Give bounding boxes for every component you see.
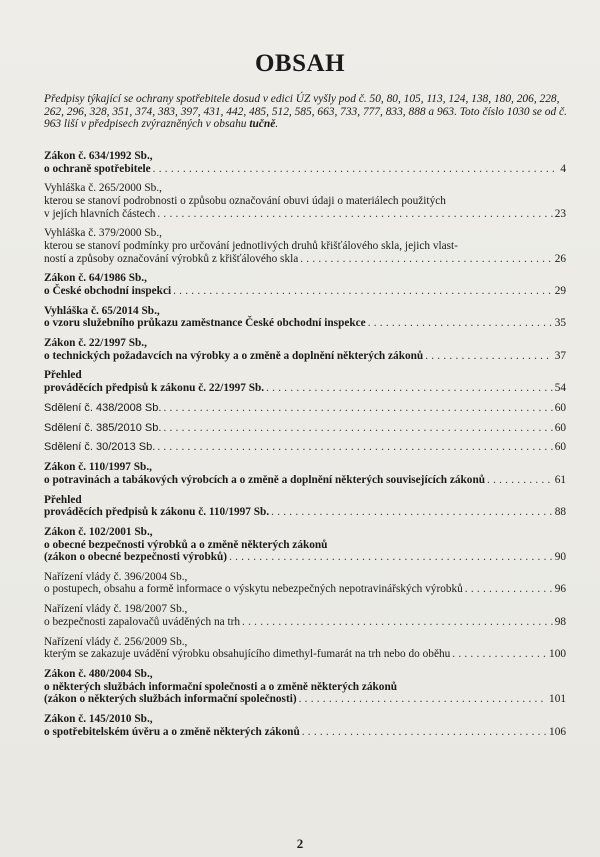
toc-entry-line: Nařízení vlády č. 198/2007 Sb.,: [44, 603, 188, 616]
toc-entry-title: o ochraně spotřebitele: [44, 162, 151, 175]
toc-entry-title: o vzoru služebního průkazu zaměstnance České obchodní inspekce: [44, 317, 366, 330]
toc-page-number: 100: [549, 648, 566, 661]
toc-entry-last-line: [44, 402, 566, 415]
toc-entry-last-line: [44, 163, 566, 176]
toc-entry-title: ností a způsoby označování výrobků z křišťálového skla: [44, 252, 299, 265]
toc-entry-last-line: [44, 616, 566, 629]
toc-entry-line: kterou se stanoví podrobnosti o způsobu označování obuvi údaji o materiálech použitých: [44, 194, 446, 207]
toc-page-number: 60: [554, 401, 566, 414]
toc-page-number: 60: [554, 421, 566, 434]
dot-leader: [425, 350, 553, 363]
toc-entry-title: Sdělení č. 385/2010 Sb.: [44, 421, 162, 434]
dot-leader: [163, 402, 552, 415]
toc-entry-title: o potravinách a tabákových výrobcích a o změně a doplnění některých souvisejících zákonů: [44, 473, 486, 486]
toc-entry-last-line: [44, 422, 566, 435]
toc-entry-last-line: [44, 350, 566, 363]
toc-entry: [44, 494, 566, 519]
toc-entry-title: o technických požadavcích na výrobky a o změně a doplnění některých zákonů: [44, 349, 424, 362]
toc-page-number: 35: [554, 317, 566, 330]
toc-entry-last-line: [44, 726, 566, 739]
toc-entry-last-line: [44, 382, 566, 395]
toc-entry: [44, 571, 566, 596]
dot-leader: [465, 583, 553, 596]
dot-leader: [157, 441, 552, 454]
toc-entry-last-line: [44, 693, 566, 706]
toc-entry: [44, 227, 566, 265]
toc-entry-line: Zákon č. 480/2004 Sb.,: [44, 668, 153, 680]
toc-entry-last-line: [44, 441, 566, 454]
toc-entry-line: Zákon č. 102/2001 Sb.,: [44, 525, 153, 538]
toc-entry-line: Zákon č. 22/1997 Sb.,: [44, 337, 147, 350]
toc-page-number: 60: [554, 441, 566, 454]
toc-entry-last-line: [44, 208, 566, 221]
toc-entry: [44, 603, 566, 628]
toc-entry-title: (zákon o obecné bezpečnosti výrobků): [44, 551, 228, 564]
dot-leader: [157, 208, 552, 221]
dot-leader: [368, 317, 553, 330]
toc-entry: [44, 369, 566, 394]
toc-page-number: 26: [554, 252, 566, 265]
toc-entry-line: Přehled: [44, 493, 82, 506]
toc-page-number: 88: [554, 506, 566, 519]
toc-entry-title: Sdělení č. 438/2008 Sb.: [44, 401, 162, 414]
toc-entry-last-line: [44, 506, 566, 519]
dot-leader: [173, 285, 553, 298]
toc-entry-line: o některých službách informační společnosti a o změně některých zákonů: [44, 680, 398, 693]
toc-entry: [44, 272, 566, 297]
toc-entry-title: Sdělení č. 30/2013 Sb.: [44, 441, 156, 454]
dot-leader: [271, 506, 553, 519]
toc-entry: [44, 461, 566, 486]
toc-entry: [44, 182, 566, 220]
toc-entry-line: Zákon č. 110/1997 Sb.,: [44, 461, 152, 474]
toc-page-number: 29: [554, 284, 566, 297]
toc-entry-line: Zákon č. 634/1992 Sb.,: [44, 150, 153, 162]
intro-paragraph: [44, 93, 574, 131]
toc-entry: [44, 305, 566, 330]
toc-entry: [44, 337, 566, 362]
dot-leader: [242, 616, 553, 629]
intro-end: .: [275, 118, 279, 131]
toc-page-number: 98: [554, 615, 566, 628]
toc-entry-title: kterým se zakazuje uvádění výrobku obsahujícího dimethyl-fumarát na trh nebo do oběhu: [44, 648, 451, 661]
toc-entry-last-line: [44, 285, 566, 298]
toc-entry-line: Vyhláška č. 379/2000 Sb.,: [44, 227, 162, 240]
toc-entry-title: (zákon o některých službách informační společnosti): [44, 693, 297, 706]
dot-leader: [229, 551, 553, 564]
toc-page-number: 23: [554, 207, 566, 220]
toc-page-number: 90: [554, 551, 566, 564]
toc-entry-last-line: [44, 317, 566, 330]
toc-entry-line: kterou se stanoví podmínky pro určování jednotlivých druhů křišťálového skla, jejich vlast-: [44, 239, 458, 252]
toc-entry: [44, 402, 566, 415]
toc-entry-title: o bezpečnosti zapalovačů uváděných na trh: [44, 615, 241, 628]
toc-entry-last-line: [44, 583, 566, 596]
toc-entry-line: Zákon č. 64/1986 Sb.,: [44, 272, 147, 285]
toc-entry: [44, 713, 566, 738]
dot-leader: [487, 474, 553, 487]
page-title: OBSAH: [254, 50, 346, 77]
toc-entry: [44, 150, 566, 175]
dot-leader: [266, 382, 553, 395]
dot-leader: [302, 726, 547, 739]
toc-entry-line: Nařízení vlády č. 396/2004 Sb.,: [44, 570, 188, 583]
toc-entry-last-line: [44, 648, 566, 661]
toc-entry-line: Přehled: [44, 369, 82, 382]
toc-entry-line: Vyhláška č. 65/2014 Sb.,: [44, 304, 160, 317]
toc-entry-title: prováděcích předpisů k zákonu č. 22/1997 Sb.: [44, 382, 265, 395]
toc-entry-line: Vyhláška č. 265/2000 Sb.,: [44, 182, 162, 195]
toc-page-number: 96: [554, 583, 566, 596]
dot-leader: [299, 693, 547, 706]
toc-entry-title: o postupech, obsahu a formě informace o výskytu nebezpečných nepotravinářských výrobků: [44, 583, 463, 596]
intro-emphasis: tučně: [249, 118, 276, 131]
toc-entry-title: prováděcích předpisů k zákonu č. 110/1997 Sb.: [44, 506, 270, 519]
toc-entry: [44, 636, 566, 661]
dot-leader: [452, 648, 547, 661]
toc-entry: [44, 441, 566, 454]
toc-entry-last-line: [44, 551, 566, 564]
dot-leader: [153, 163, 559, 176]
table-of-contents: [44, 150, 566, 745]
toc-entry-last-line: [44, 474, 566, 487]
toc-entry: [44, 668, 566, 706]
toc-page-number: 106: [549, 725, 566, 738]
intro-text: Předpisy týkající se ochrany spotřebitele dosud v edici ÚZ vyšly pod č. 50, 80, 105, 113, 124, 138, 180, 206, 228, 262, 296, 328, 351, 374, 383, 397, 431, 442, 485, 512, 585, 663, 733, 777, 833, 888 a 963. Toto číslo 1030 se od č. 963 liší v předpisech zvýrazněných v obsahu: [44, 93, 567, 131]
dot-leader: [300, 253, 552, 266]
toc-page-number: 37: [554, 349, 566, 362]
toc-entry-line: o obecné bezpečnosti výrobků a o změně některých zákonů: [44, 538, 328, 551]
toc-entry-last-line: [44, 253, 566, 266]
dot-leader: [163, 422, 552, 435]
toc-page-number: 4: [560, 162, 566, 175]
toc-entry-line: Nařízení vlády č. 256/2009 Sb.,: [44, 635, 188, 648]
toc-entry-title: o České obchodní inspekci: [44, 284, 172, 297]
toc-entry: [44, 526, 566, 564]
toc-page-number: 61: [554, 473, 566, 486]
toc-entry-title: o spotřebitelském úvěru a o změně některých zákonů: [44, 725, 300, 738]
toc-entry-title: v jejích hlavních částech: [44, 207, 156, 220]
page-number: 2: [296, 836, 304, 851]
toc-entry-line: Zákon č. 145/2010 Sb.,: [44, 712, 153, 725]
toc-page-number: 101: [549, 693, 566, 706]
toc-entry: [44, 422, 566, 435]
toc-page-number: 54: [554, 382, 566, 395]
